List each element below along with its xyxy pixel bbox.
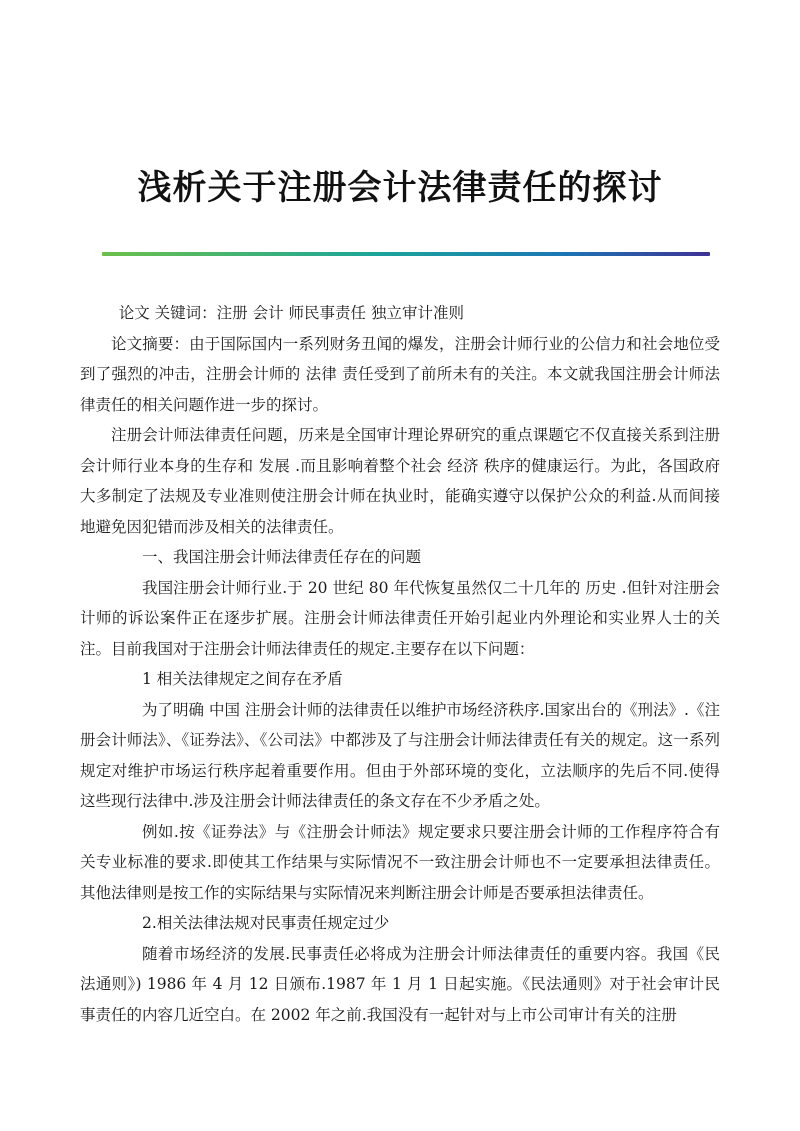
body-paragraph-2: 为了明确 中国 注册会计师的法律责任以维护市场经济秩序.国家出台的《刑法》.《注册会计师法》、《证券法》、《公司法》中都涉及了与注册会计师法律责任有关的规定。这一系列规定对维护市场运行秩序起着重要作用。但由于外部环境的变化，立法顺序的先后不同.使得这些现行法律中.涉及注册会计师法律责任的条文存在不少矛盾之处。 <box>80 700 720 810</box>
title-divider <box>102 252 710 256</box>
document-title: 浅析关于注册会计法律责任的探讨 <box>137 168 663 208</box>
intro-paragraph: 注册会计师法律责任问题，历来是全国审计理论界研究的重点课题它不仅直接关系到注册会计师行业本身的生存和 发展 .而且影响着整个社会 经济 秩序的健康运行。为此，各国政府大多制定了法规及专业准则使注册会计师在执业时，能确实遵守以保护公众的利益.从而间接地避免因犯错而涉及相关的法律责任。 <box>80 426 720 536</box>
subheading-2: 2.相关法律法规对民事责任规定过少 <box>142 914 390 932</box>
abstract-paragraph: 论文摘要：由于国际国内一系列财务丑闻的爆发，注册会计师行业的公信力和社会地位受到了强烈的冲击，注册会计师的 法律 责任受到了前所未有的关注。本文就我国注册会计师法律责任的相关问题作进一步的探讨。 <box>80 334 720 414</box>
subheading-1: 1 相关法律规定之间存在矛盾 <box>142 670 343 688</box>
keywords-paragraph: 论文 关键词：注册 会计 师民事责任 独立审计准则 <box>118 304 464 322</box>
body-paragraph-3: 例如.按《证券法》与《注册会计师法》规定要求只要注册会计师的工作程序符合有关专业标准的要求.即使其工作结果与实际情况不一致注册会计师也不一定要承担法律责任。其他法律则是按工作的实际结果与实际情况来判断注册会计师是否要承担法律责任。 <box>80 822 720 902</box>
body-paragraph-1: 我国注册会计师行业.于 20 世纪 80 年代恢复虽然仅二十几年的 历史 .但针对注册会计师的诉讼案件正在逐步扩展。注册会计师法律责任开始引起业内外理论和实业界人士的关注。目前我国对于注册会计师法律责任的规定.主要存在以下问题： <box>80 578 720 658</box>
document-body <box>80 298 720 1030</box>
body-paragraph-4: 随着市场经济的发展.民事责任必将成为注册会计师法律责任的重要内容。我国《民法通则》) 1986 年 4 月 12 日颁布.1987 年 1 月 1 日起实施。《民法通则》对于社会审计民事责任的内容几近空白。在 2002 年之前.我国没有一起针对与上市公司审计有关的注册 <box>80 944 720 1024</box>
section-heading-1: 一、我国注册会计师法律责任存在的问题 <box>142 548 422 566</box>
